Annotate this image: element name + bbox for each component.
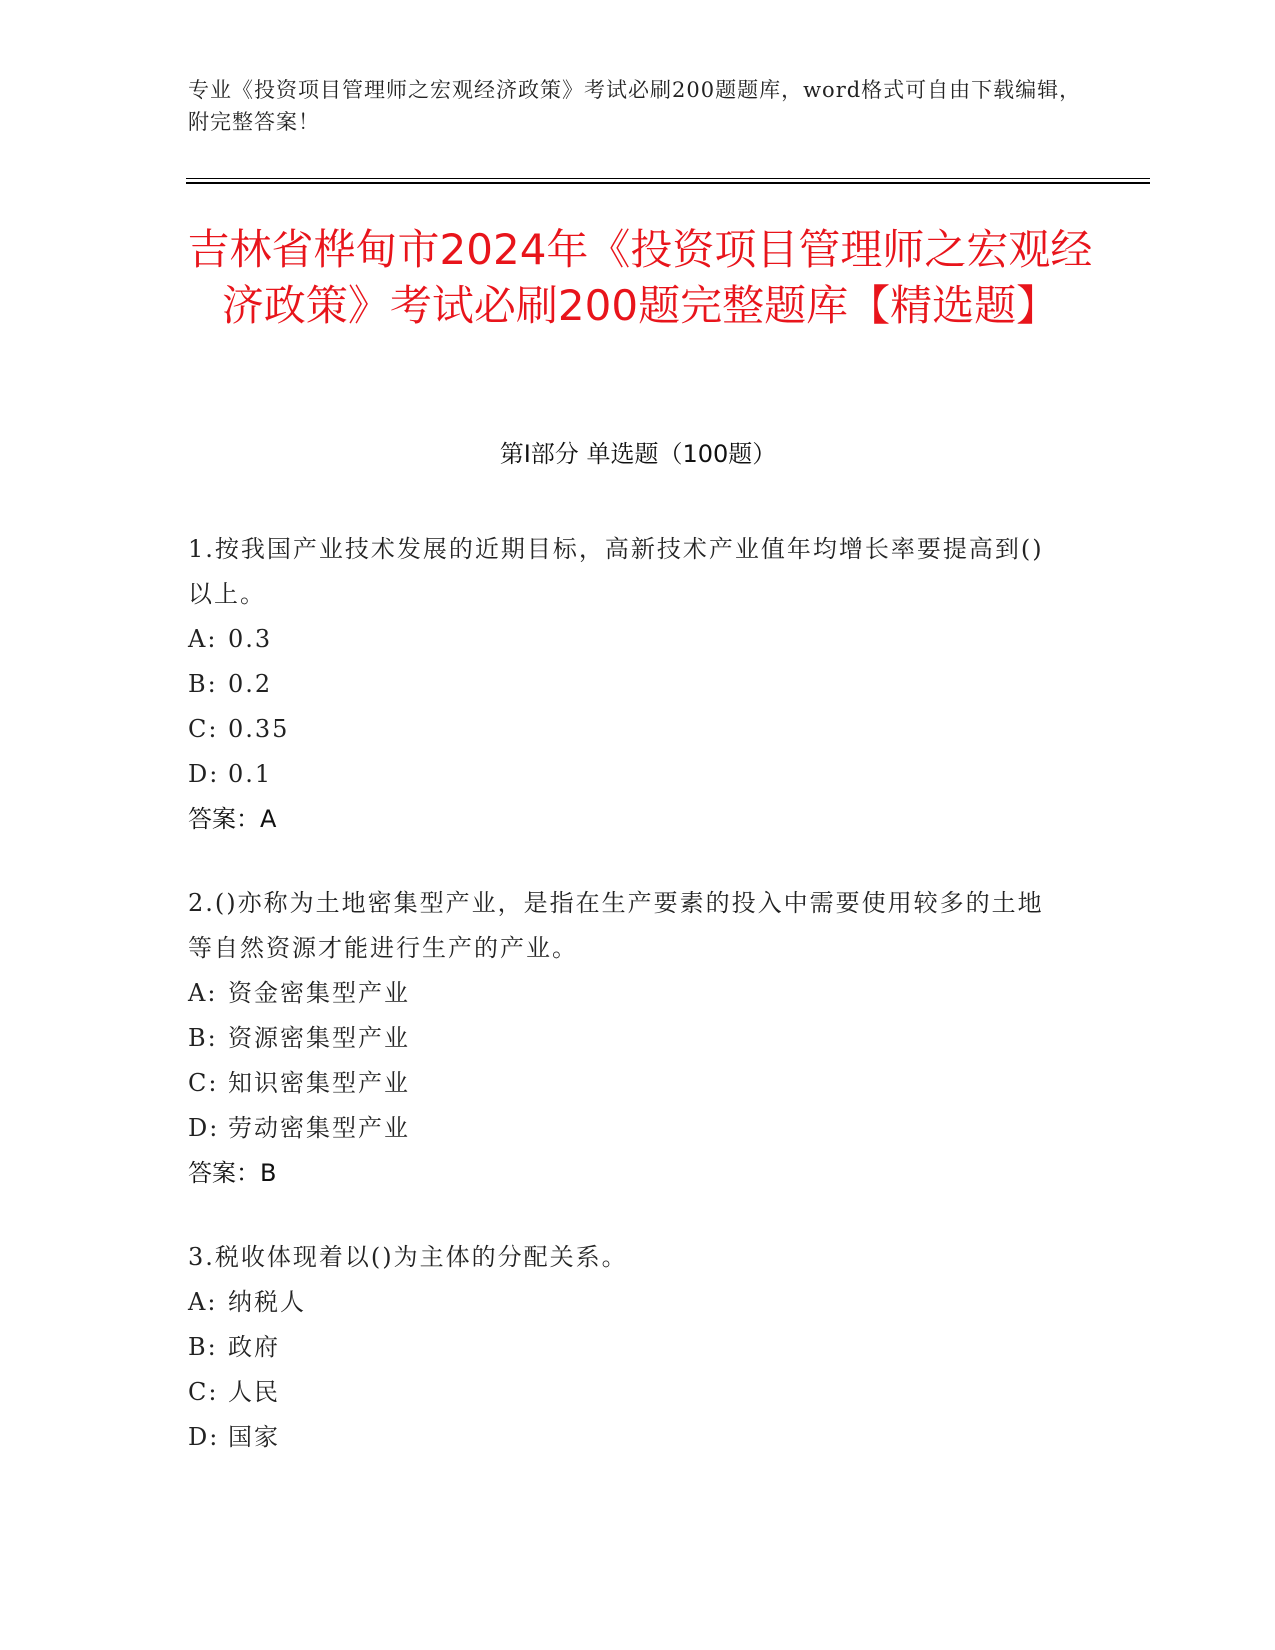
option-key: A: — [188, 625, 218, 653]
question-option-a — [188, 1280, 1068, 1325]
option-key: D: — [188, 760, 220, 788]
question-option-d — [188, 752, 1068, 797]
question-option-a — [188, 971, 1068, 1016]
question-option-c — [188, 707, 1068, 752]
question-answer: 答案：B — [188, 1159, 277, 1187]
option-text: 0.2 — [228, 670, 273, 698]
question-option-d — [188, 1106, 1068, 1151]
question-option-d — [188, 1415, 1068, 1460]
option-key: B: — [188, 670, 218, 698]
option-text: 劳动密集型产业 — [228, 1114, 410, 1142]
question-option-c — [188, 1370, 1068, 1415]
option-key: B: — [188, 1333, 218, 1361]
option-key: C: — [188, 1378, 219, 1406]
question-item — [188, 881, 1068, 1196]
option-text: 政府 — [228, 1333, 280, 1361]
question-answer: 答案：A — [188, 805, 277, 833]
option-key: D: — [188, 1114, 220, 1142]
question-option-b — [188, 1016, 1068, 1061]
question-list — [188, 527, 1068, 1499]
question-option-b — [188, 662, 1068, 707]
option-text: 人民 — [228, 1378, 280, 1406]
question-item — [188, 1235, 1068, 1460]
header-divider-thick — [186, 182, 1150, 184]
question-stem: 3.税收体现着以()为主体的分配关系。 — [188, 1243, 628, 1271]
option-text: 资源密集型产业 — [228, 1024, 410, 1052]
question-option-c — [188, 1061, 1068, 1106]
question-stem: 1.按我国产业技术发展的近期目标，高新技术产业值年均增长率要提高到()以上。 — [188, 535, 1044, 608]
question-option-a — [188, 617, 1068, 662]
option-text: 纳税人 — [228, 1288, 306, 1316]
option-text: 资金密集型产业 — [228, 979, 410, 1007]
header-divider-thin — [186, 178, 1150, 179]
option-text: 国家 — [228, 1423, 280, 1451]
section-title: 第I部分 单选题（100题） — [499, 440, 777, 468]
option-text: 0.35 — [228, 715, 290, 743]
question-item — [188, 527, 1068, 842]
option-text: 0.3 — [228, 625, 273, 653]
option-key: D: — [188, 1423, 220, 1451]
document-title: 吉林省桦甸市2024年《投资项目管理师之宏观经济政策》考试必刷200题完整题库【精选题】 — [187, 225, 1093, 330]
option-text: 0.1 — [228, 760, 273, 788]
option-text: 知识密集型产业 — [228, 1069, 410, 1097]
option-key: A: — [188, 979, 218, 1007]
option-key: B: — [188, 1024, 218, 1052]
option-key: A: — [188, 1288, 218, 1316]
option-key: C: — [188, 1069, 219, 1097]
page-header-note: 专业《投资项目管理师之宏观经济政策》考试必刷200题题库，word格式可自由下载编辑，附完整答案！ — [188, 78, 1082, 134]
question-option-b — [188, 1325, 1068, 1370]
question-stem: 2.()亦称为土地密集型产业，是指在生产要素的投入中需要使用较多的土地等自然资源才能进行生产的产业。 — [188, 889, 1044, 962]
option-key: C: — [188, 715, 219, 743]
